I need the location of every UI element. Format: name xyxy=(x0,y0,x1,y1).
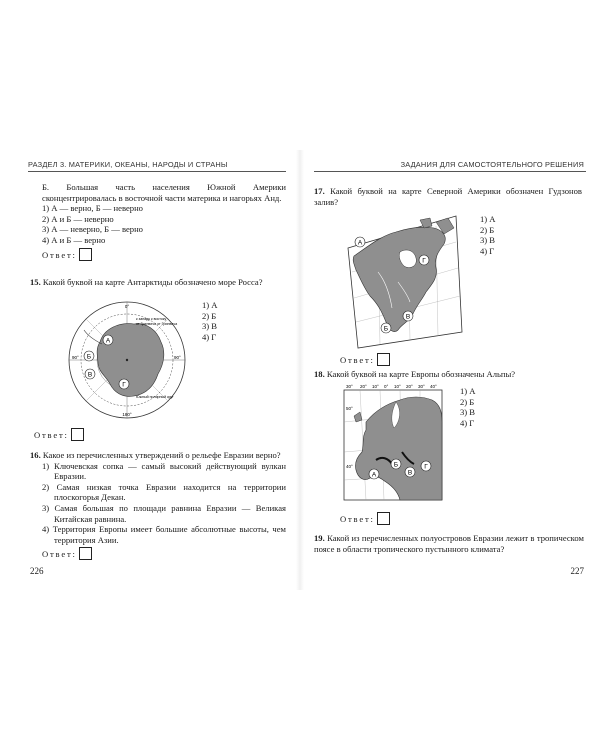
answer-label: Ответ: xyxy=(340,355,375,365)
antarctica-map xyxy=(62,300,192,422)
q15-text: Какой буквой на карте Антарктиды обозначено море Росса? xyxy=(42,277,263,287)
answer-label: Ответ: xyxy=(340,514,375,524)
q16-option: 4) Территория Европы имеет большие абсолютные высоты, чем территория Азии. xyxy=(42,524,286,545)
q16-option: 3) Самая большая по площади равнина Евразии — Великая Китайская равнина. xyxy=(42,502,286,524)
map-degree-label: 20° xyxy=(406,384,413,389)
q18-option: 3) В xyxy=(460,407,476,418)
answer-box[interactable] xyxy=(377,512,390,525)
map-degree-label: 50° xyxy=(346,406,353,411)
map-degree-label: 90° xyxy=(174,355,181,360)
map-letter-b: Б xyxy=(393,461,399,469)
answer-box[interactable] xyxy=(377,353,390,366)
q16-number: 16. xyxy=(30,450,41,460)
q19 xyxy=(314,533,584,554)
map-degree-label: 0° xyxy=(124,304,130,309)
page-number-right: 227 xyxy=(570,566,584,576)
q18-options xyxy=(460,386,520,428)
q15-option: 2) Б xyxy=(202,310,217,321)
map-degree-label: 40° xyxy=(430,384,437,389)
q15 xyxy=(30,277,286,288)
q14-option: 3) А — неверно, Б — верно xyxy=(42,224,143,235)
map-letter-a: А xyxy=(357,239,363,247)
map-degree-label: 30° xyxy=(418,384,425,389)
q14-option: 4) А и Б — верно xyxy=(42,234,106,245)
q18-option: 4) Г xyxy=(460,417,475,428)
north-america-map xyxy=(338,212,464,350)
q15-answer xyxy=(34,428,84,441)
q18 xyxy=(314,369,582,380)
answer-label: Ответ: xyxy=(34,430,69,440)
europe-map xyxy=(340,382,446,504)
map-degree-label: 30° xyxy=(346,384,353,389)
q19-text: Какой из перечисленных полуостровов Евразии лежит в тропическом поясе в области тропического пустынного климата? xyxy=(314,533,584,554)
map-note: от Гринвича от Гринвича xyxy=(136,322,178,326)
map-degree-label: 0° xyxy=(384,384,389,389)
q18-answer xyxy=(340,512,390,525)
answer-label: Ответ: xyxy=(42,549,77,560)
q14-tail xyxy=(42,182,286,261)
q17-number: 17. xyxy=(314,186,325,196)
running-header-right: ЗАДАНИЯ ДЛЯ САМОСТОЯТЕЛЬНОГО РЕШЕНИЯ xyxy=(400,160,584,169)
answer-label: Ответ: xyxy=(42,249,77,260)
q14-answer xyxy=(42,248,286,261)
q15-options xyxy=(202,300,262,342)
running-header-left: РАЗДЕЛ 3. МАТЕРИКИ, ОКЕАНЫ, НАРОДЫ И СТРАНЫ xyxy=(28,160,228,169)
map-letter-a: А xyxy=(105,337,111,345)
map-letter-a: А xyxy=(371,471,377,479)
q16-answer xyxy=(30,547,286,560)
page-number-left: 226 xyxy=(30,566,44,576)
map-note: Южный полярный круг xyxy=(136,395,174,399)
q15-option: 1) А xyxy=(202,300,218,310)
q17-option: 1) А xyxy=(480,214,496,224)
q17 xyxy=(314,186,582,207)
q14-option: 1) А — верно, Б — неверно xyxy=(42,203,143,214)
map-degree-label: 180° xyxy=(122,412,132,417)
map-degree-label: 20° xyxy=(360,384,367,389)
q19-number: 19. xyxy=(314,533,325,543)
q15-number: 15. xyxy=(30,277,41,287)
q15-option: 3) В xyxy=(202,321,218,332)
q14-options xyxy=(42,203,286,245)
header-rule-right xyxy=(314,171,586,172)
answer-box[interactable] xyxy=(79,248,92,261)
q16-options xyxy=(30,461,286,546)
map-letter-v: В xyxy=(407,469,413,477)
q17-option: 2) Б xyxy=(480,224,495,235)
map-letter-b: Б xyxy=(383,325,389,333)
map-letter-g: Г xyxy=(122,381,126,389)
q14-option: 2) А и Б — неверно xyxy=(42,213,114,224)
map-letter-g: Г xyxy=(422,257,426,265)
answer-box[interactable] xyxy=(79,547,92,560)
q17-text: Какой буквой на карте Северной Америки обозначен Гудзонов залив? xyxy=(314,186,582,207)
map-degree-label: 90° xyxy=(72,355,79,360)
q18-text: Какой буквой на карте Европы обозначены Альпы? xyxy=(326,369,516,379)
q18-option: 2) Б xyxy=(460,396,475,407)
map-letter-v: В xyxy=(405,313,411,321)
q16-option: 2) Самая низкая точка Евразии находится на территории плоскогорья Декан. xyxy=(42,481,286,503)
q17-option: 4) Г xyxy=(480,245,495,256)
q14-statement-b: Б. Большая часть населения Южной Америки сконцентрировалась в восточной части материка и нагорьях Анд. xyxy=(42,182,286,203)
map-degree-label: 10° xyxy=(394,384,401,389)
map-letter-g: Г xyxy=(424,463,428,471)
q16-text: Какое из перечисленных утверждений о рельефе Евразии верно? xyxy=(42,450,281,460)
map-letter-v: В xyxy=(87,371,93,379)
map-note: к западу к востоку xyxy=(136,317,167,321)
q16-option: 1) Ключевская сопка — самый высокий действующий вулкан Евразии. xyxy=(42,460,286,482)
q18-option: 1) А xyxy=(460,386,476,396)
map-letter-b: Б xyxy=(86,353,92,361)
q15-option: 4) Г xyxy=(202,331,217,342)
answer-box[interactable] xyxy=(71,428,84,441)
right-page xyxy=(300,0,600,750)
q18-number: 18. xyxy=(314,369,325,379)
q17-options xyxy=(480,214,540,256)
map-degree-label: 40° xyxy=(346,464,353,469)
q16 xyxy=(30,450,286,560)
map-degree-label: 10° xyxy=(372,384,379,389)
q17-option: 3) В xyxy=(480,235,496,246)
header-rule-left xyxy=(28,171,286,172)
q17-answer xyxy=(340,353,390,366)
